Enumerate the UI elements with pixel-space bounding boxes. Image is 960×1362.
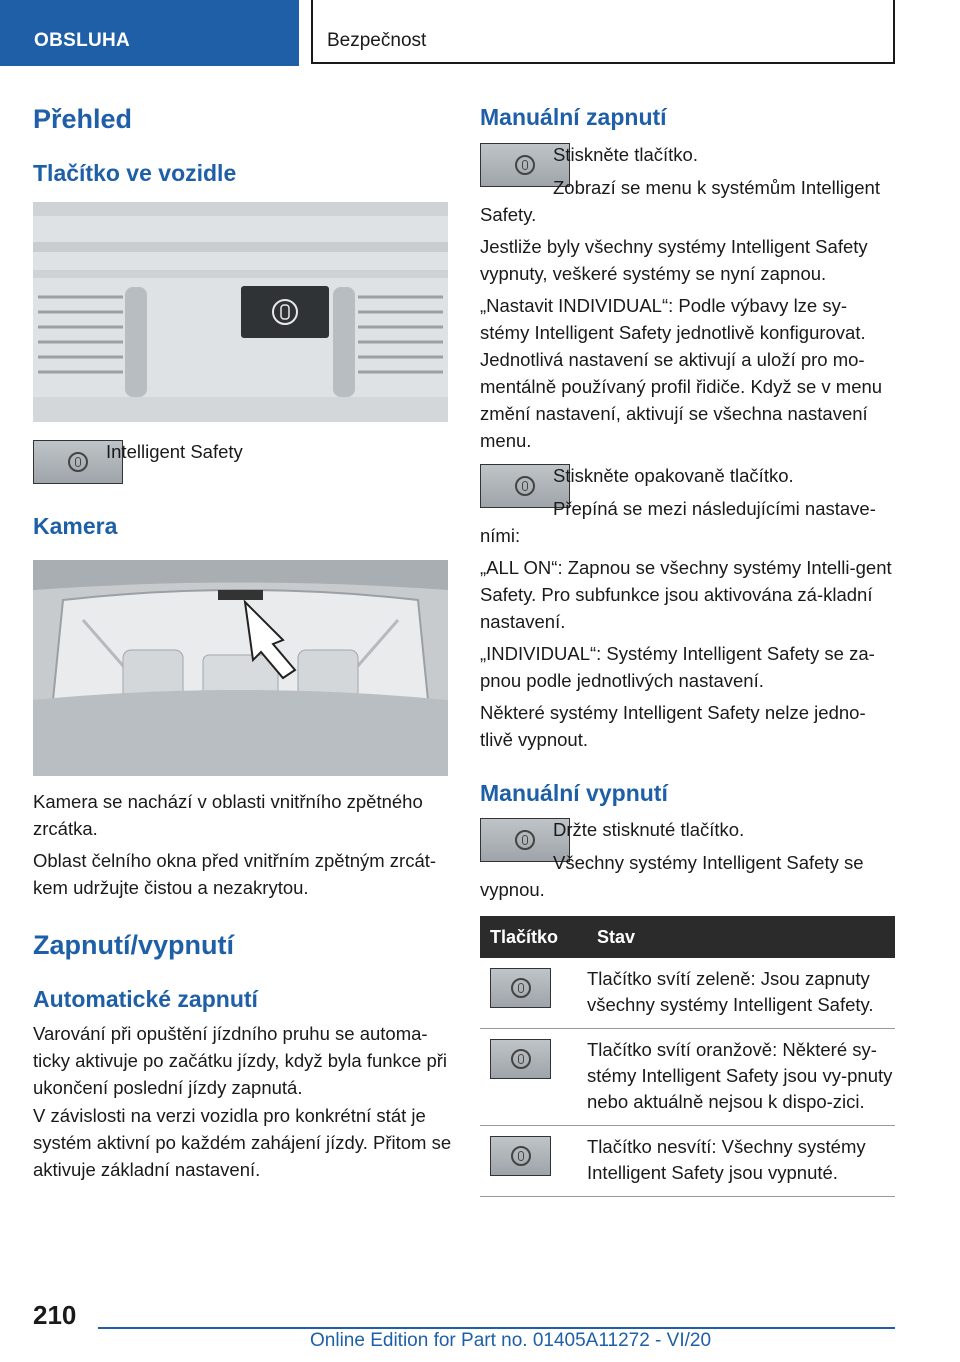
button-status-table <box>480 916 895 1197</box>
table-row <box>480 1126 895 1197</box>
repeat-step: Stiskněte opakovaně tlačítko. <box>553 465 794 486</box>
edition-note: Online Edition for Part no. 01405A11272 - VI/20 <box>310 1330 712 1351</box>
heading-on-off: Zapnutí/vypnutí <box>33 930 234 960</box>
manual-on-step: Stiskněte tlačítko. <box>553 144 698 165</box>
table-cell-status: Tlačítko svítí zeleně: Jsou zapnuty všechny systémy Intelligent Safety. <box>587 958 895 1029</box>
table-row <box>480 1029 895 1126</box>
manual-on-result-b: Safety. <box>480 204 537 225</box>
button-off-icon <box>490 1136 551 1176</box>
chapter-header <box>311 0 895 64</box>
heading-button-in-vehicle: Tlačítko ve vozidle <box>33 160 237 186</box>
repeat-paragraph-1: „ALL ON“: Zapnou se všechny systémy Intelli-gent Safety. Pro subfunkce jsou aktivována zá-kladní nastavení. <box>480 557 892 632</box>
manual-on-paragraph-1: Jestliže byly všechny systémy Intelligent Safety vypnuty, veškeré systémy se nyní zapnou. <box>480 236 868 284</box>
repeat-paragraph-2: „INDIVIDUAL“: Systémy Intelligent Safety se za-pnou podle jednotlivých nastavení. <box>480 643 875 691</box>
camera-paragraph-2: Oblast čelního okna před vnitřním zpětným zrcát-kem udržujte čistou a nezakrytou. <box>33 850 437 898</box>
repeat-result-b: ními: <box>480 525 521 546</box>
dashboard-button-photo <box>33 202 448 422</box>
auto-paragraph-2: V závislosti na verzi vozidla pro konkrétní stát je systém aktivní po každém zahájení jízdy. Přitom se aktivuje základní nastavení. <box>33 1105 452 1180</box>
camera-paragraph-1: Kamera se nachází v oblasti vnitřního zpětného zrcátka. <box>33 791 423 839</box>
button-caption: Intelligent Safety <box>106 441 243 462</box>
heading-manual-on: Manuální zapnutí <box>480 104 667 130</box>
repeat-paragraph-3: Některé systémy Intelligent Safety nelze jedno-tlivě vypnout. <box>480 702 866 750</box>
table-row <box>480 958 895 1029</box>
section-tab <box>0 0 299 66</box>
manual-off-result-a: Všechny systémy Intelligent Safety se <box>553 852 864 873</box>
repeat-result-a: Přepíná se mezi následujícími nastave- <box>553 498 876 519</box>
table-cell-status: Tlačítko svítí oranžově: Některé sy-stémy Intelligent Safety jsou vy-pnuty nebo aktuálně nejsou k dispo-zici. <box>587 1029 895 1126</box>
table-header-button: Tlačítko <box>480 916 587 958</box>
section-label: OBSLUHA <box>34 30 131 51</box>
heading-overview: Přehled <box>33 104 133 134</box>
page-number: 210 <box>33 1300 77 1330</box>
chapter-label: Bezpečnost <box>327 30 427 51</box>
heading-automatic-on: Automatické zapnutí <box>33 986 258 1012</box>
manual-on-result-a: Zobrazí se menu k systémům Intelligent <box>553 177 880 198</box>
auto-paragraph-1: Varování při opuštění jízdního pruhu se automa-ticky aktivuje po začátku jízdy, když byla funkce při ukončení poslední jízdy zapnutá. <box>33 1023 448 1098</box>
manual-off-step: Držte stisknuté tlačítko. <box>553 819 745 840</box>
manual-on-paragraph-2: „Nastavit INDIVIDUAL“: Podle výbavy lze sy-stémy Intelligent Safety jednotlivě konfigurovat. Jednotlivá nastavení se aktivují a uloží pro mo-mentálně používaný profil řidiče. Když se v menu změní nastavení, aktivují se všechna nastavení menu. <box>480 295 883 451</box>
button-orange-icon <box>490 1039 551 1079</box>
manual-off-result-b: vypnou. <box>480 879 545 900</box>
button-green-icon <box>490 968 551 1008</box>
table-header-status: Stav <box>587 916 895 958</box>
footer-divider <box>98 1327 895 1329</box>
heading-manual-off: Manuální vypnutí <box>480 780 668 806</box>
heading-camera: Kamera <box>33 513 118 539</box>
windshield-camera-photo <box>33 560 448 776</box>
table-cell-status: Tlačítko nesvítí: Všechny systémy Intelligent Safety jsou vypnuté. <box>587 1126 895 1197</box>
